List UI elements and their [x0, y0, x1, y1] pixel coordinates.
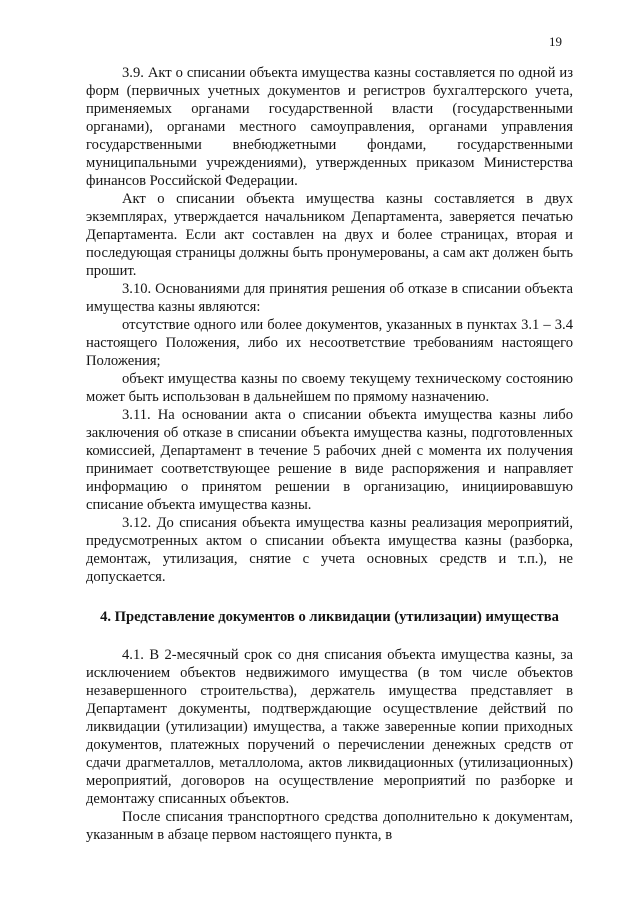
- refusal-reason-missing-documents: отсутствие одного или более документов, указанных в пунктах 3.1 – 3.4 настоящего Положения, либо их несоответствие требованиям настоящего Положения;: [86, 317, 573, 369]
- paragraph-3-9: 3.9. Акт о списании объекта имущества казны составляется по одной из форм (первичных учетных документов и регистров бухгалтерского учета, применяемых органами государственной власти (государственными органами), органами местного самоуправления, органами управления государственными внебюджетными фондами, государственными муниципальными учреждениями), утвержденных приказом Министерства финансов Российской Федерации.: [86, 65, 573, 189]
- refusal-reason-usable-object: объект имущества казны по своему текущему техническому состоянию может быть использован в дальнейшем по прямому назначению.: [86, 371, 573, 405]
- paragraph-vehicle-documents: После списания транспортного средства дополнительно к документам, указанным в абзаце первом настоящего пункта, в: [86, 809, 573, 843]
- paragraph-3-10: 3.10. Основаниями для принятия решения об отказе в списании объекта имущества казны являются:: [86, 281, 573, 315]
- paragraph-4-1: 4.1. В 2-месячный срок со дня списания объекта имущества казны, за исключением объектов недвижимого имущества (в том числе объектов незавершенного строительства), держатель имущества представляет в Департамент документы, подтверждающие осуществление действий по ликвидации (утилизации) имущества, а также заверенные копии приходных документов, платежных поручений о перечислении денежных средств от сдачи драгметаллов, металлолома, актов ликвидационных (утилизационных) мероприятий, договоров на осуществление мероприятий по разборке и демонтажу списанных объектов.: [86, 647, 573, 807]
- document-body: [86, 64, 573, 844]
- paragraph-act-copies: Акт о списании объекта имущества казны составляется в двух экземплярах, утверждается начальником Департамента, заверяется печатью Департамента. Если акт составлен на двух и более страницах, вторая и последующая страницы должны быть пронумерованы, а сам акт должен быть прошит.: [86, 191, 573, 279]
- page-number: 19: [549, 34, 562, 49]
- section-heading: 4. Представление документов о ликвидации (утилизации) имущества: [100, 609, 559, 625]
- paragraph-3-11: 3.11. На основании акта о списании объекта имущества казны либо заключения об отказе в списании объекта имущества казны, подготовленных комиссией, Департамент в течение 5 рабочих дней с момента их получения принимает соответствующее решение в виде распоряжения и направляет информацию о принятом решении в организацию, инициировавшую списание объекта имущества казны.: [86, 407, 573, 513]
- paragraph-3-12: 3.12. До списания объекта имущества казны реализация мероприятий, предусмотренных актом о списании объекта имущества казны (разборка, демонтаж, утилизация, снятие с учета основных средств и т.п.), не допускается.: [86, 515, 573, 585]
